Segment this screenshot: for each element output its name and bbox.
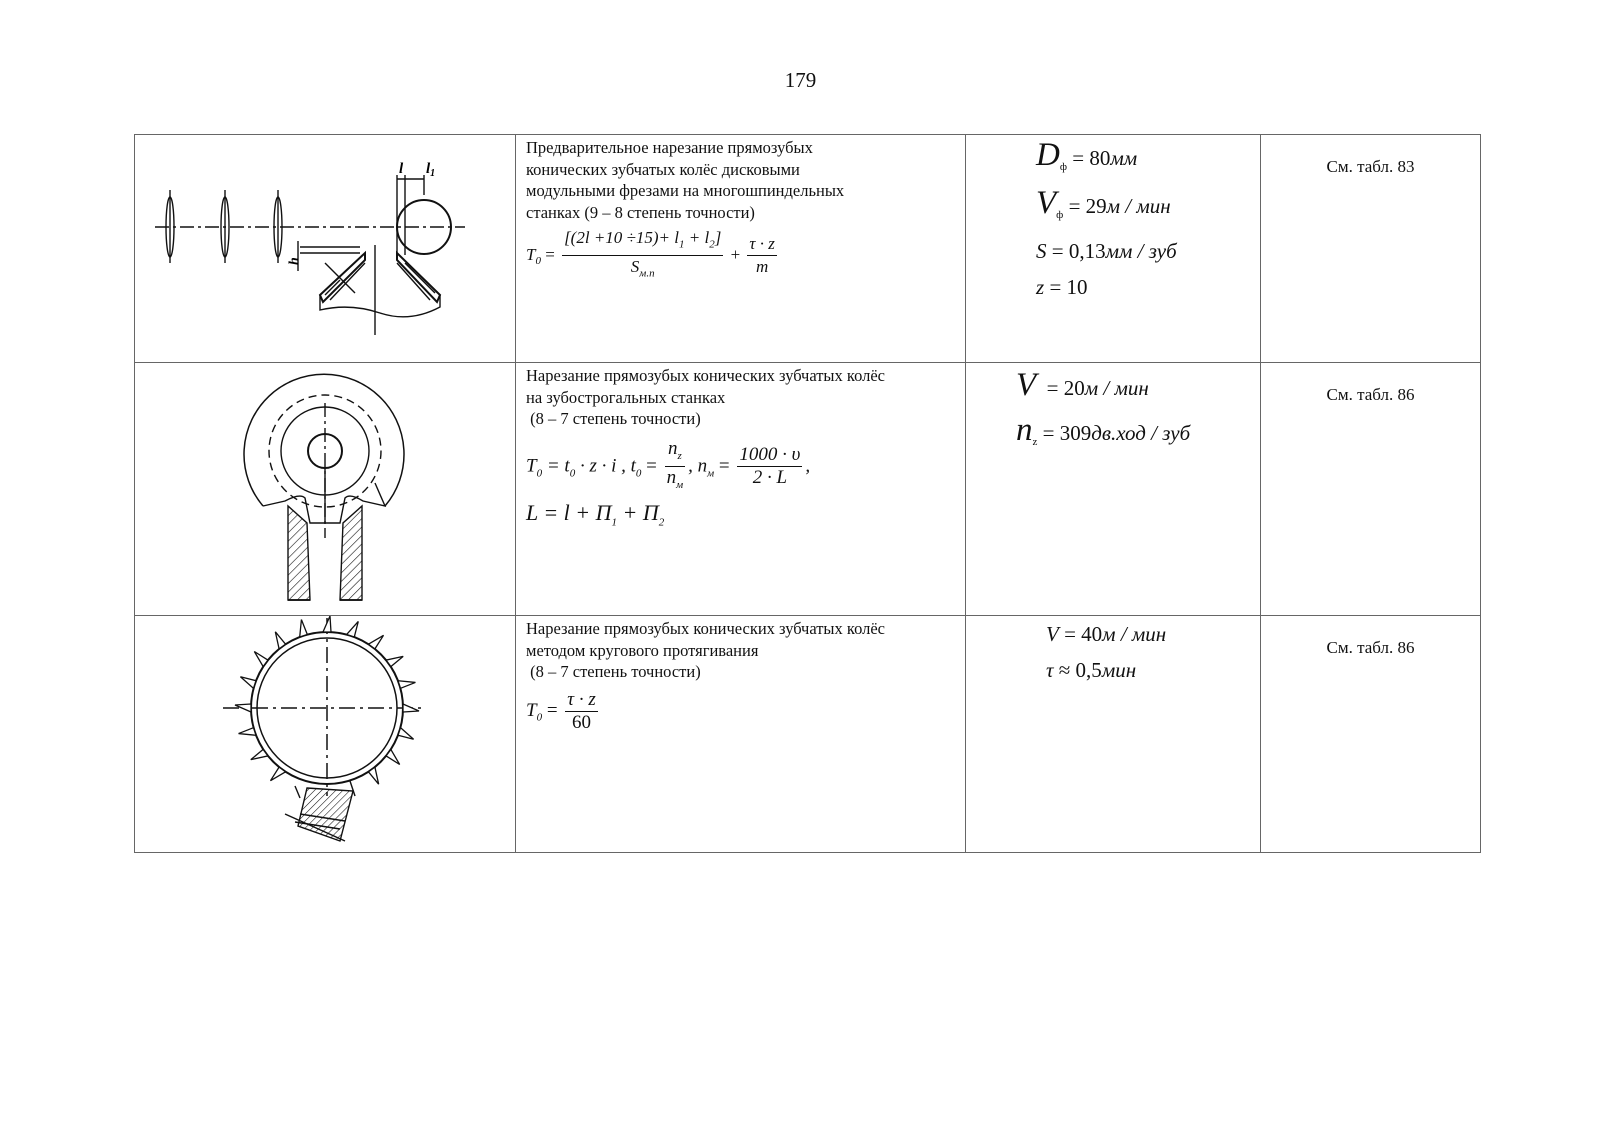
param-feed: S = 0,13мм / зуб [1036,239,1177,264]
dimension-label-l1: $l_1$ [426,161,436,179]
description-line: Нарезание прямозубых конических зубчатых колёс [526,619,885,638]
broach-tooth [398,728,414,740]
description-line: Нарезание прямозубых конических зубчатых колёс [526,366,885,385]
gear-planer-diagram [135,363,513,614]
parameters-cell [966,363,1261,616]
description-cell [516,135,966,363]
description-line: (8 – 7 степень точности) [526,662,701,681]
broaching-diagram [135,616,513,851]
description-line: на зубострогальных станках [526,387,726,407]
table-row [135,616,1481,853]
description-line: модульными фрезами на многошпиндельных [526,181,845,200]
param-diameter: $D_ф = 80мм$ [1036,137,1138,174]
page-number: 179 [784,68,817,92]
param-speed: V = 40м / мин [1046,622,1167,646]
table-row [135,363,1481,616]
time-formula: $T_0 = t_0 \cdot z \cdot i$ , $t_0$ = $\frac{n_z}{n_м}$ , $n_м$ = $\frac{1000 \cdot \upsilon}{2 \cdot L}$ , [526,437,811,492]
description-line: Предварительное нарезание прямозубых [526,138,813,157]
figure-cell [135,616,516,853]
table-reference: См. табл. 83 [1326,157,1415,176]
broach-tooth [240,677,256,689]
dimension-label-l: l [399,161,404,177]
param-speed: $V_ф = 29м$ / мин [1036,185,1171,222]
figure-cell [135,363,516,616]
disk-mill-diagram [135,135,513,361]
description-cell [516,363,966,616]
parameters-cell [966,135,1261,363]
description-cell [516,616,966,853]
figure-cell [135,135,516,363]
time-formula: $T_0$ = $\frac{\tau \cdot z}{60}$ [526,688,596,733]
reference-cell [1261,135,1481,363]
description-line: станках (9 – 8 степень точности) [526,202,755,222]
table-reference: См. табл. 86 [1326,638,1415,657]
operations-table [134,134,1481,853]
broach-tooth [300,620,308,637]
table-row [135,135,1481,363]
time-formula: $T_0$ = $\frac{[(2l +10 \div 15)+ l_1 + l_2]}{S_{м.п}}$ + $\frac{\tau \cdot z}{m}$ [526,228,775,280]
broach-tooth [403,704,419,712]
description-line: методом кругового протягивания [526,640,759,660]
description-line: конических зубчатых колёс дисковыми [526,159,800,179]
reference-cell [1261,616,1481,853]
parameters-cell [966,616,1261,853]
param-time: τ ≈ 0,5мин [1046,658,1137,682]
description-line: (8 – 7 степень точности) [526,409,701,428]
broach-tooth [398,681,415,689]
broach-tooth [347,621,359,637]
dimension-label-h: h [287,257,302,265]
param-speed: V = 20м / мин [1016,367,1149,403]
table-reference: См. табл. 86 [1326,385,1415,404]
reference-cell [1261,363,1481,616]
length-formula: $L = l + П_1 + П_2$ [526,500,665,529]
param-strokes: $n_z = 309дв.ход$ / зуб [1016,412,1191,449]
broach-tooth [239,728,256,736]
param-teeth: z = 10 [1036,275,1088,300]
